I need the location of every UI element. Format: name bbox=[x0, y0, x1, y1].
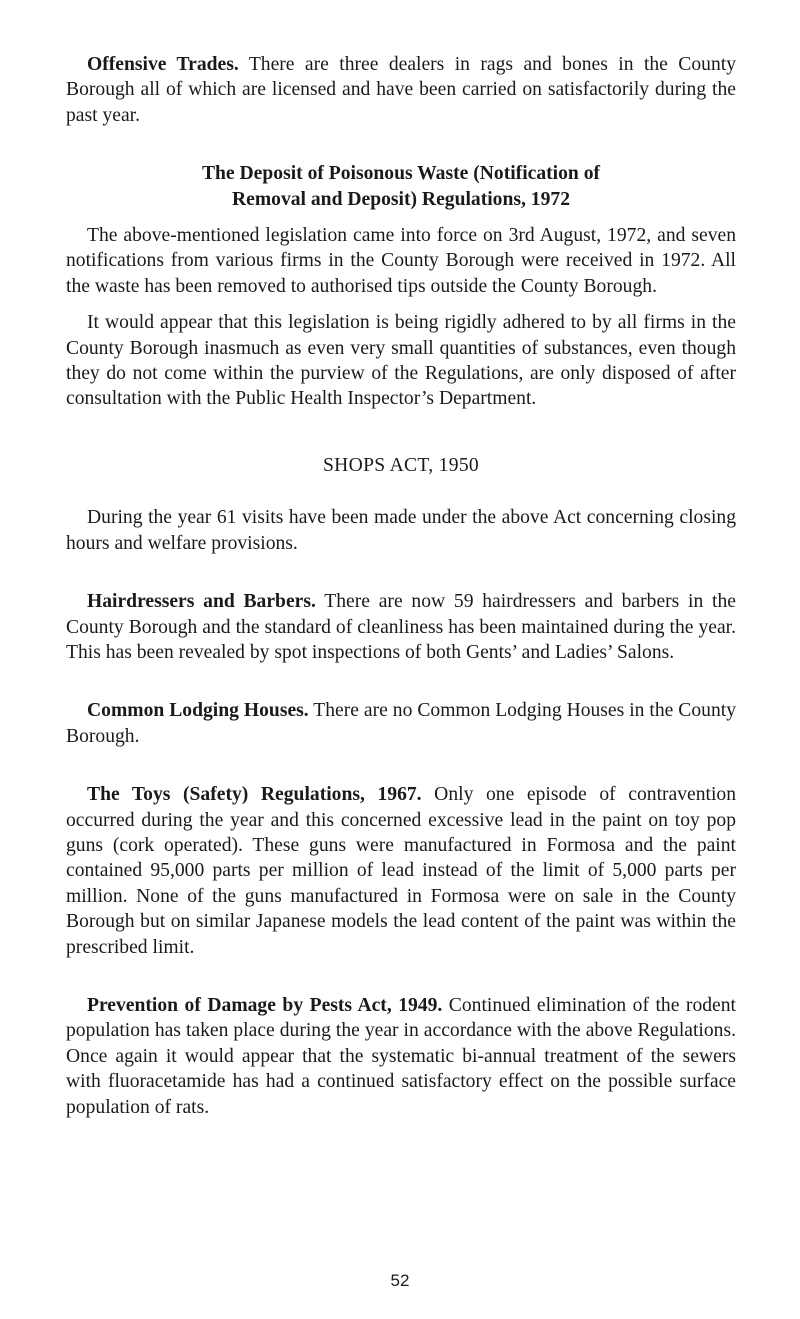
run-in-heading-hairdressers: Hairdressers and Barbers. bbox=[87, 591, 316, 613]
paragraph-poisonous-waste-2: It would appear that this legislation is being rigidly adhered to by all firms in the County Borough inasmuch as even very small quantities of substances, even though they do not come within the purview of the Regulations, are only disposed of after consultation with the Public Health Inspector’s Department. bbox=[66, 312, 736, 410]
paragraph-pests bbox=[66, 993, 736, 1120]
paragraph-lodging-houses bbox=[66, 698, 736, 749]
section-title-line: Removal and Deposit) Regulations, 1972 bbox=[231, 188, 570, 210]
paragraph-text: Continued elimination of the rodent population has taken place during the year in accordance with the above Regulations. Once again it would appear that the systematic bi-annual treatment of the sewers with fluoracetamide has had a continued satisfactory effect on the possible surface population of rats. bbox=[66, 994, 736, 1118]
section-poisonous-waste bbox=[66, 161, 736, 412]
paragraph-toys bbox=[66, 782, 736, 960]
paragraph-text: There are three dealers in rags and bones in the County Borough all of which are licensed and have been carried on satisfactorily during the past year. bbox=[66, 54, 736, 126]
section-title-line: The Deposit of Poisonous Waste (Notification of bbox=[201, 163, 601, 185]
run-in-heading-offensive-trades: Offensive Trades. bbox=[87, 54, 239, 75]
paragraph-text: There are now 59 hairdressers and barbers in the County Borough and the standard of cleanliness has been maintained during the year. This has been revealed by spot inspections of both Gents’ and Ladies’ Salons. bbox=[66, 591, 736, 663]
paragraph-text: Only one episode of contravention occurred during the year and this concerned excessive lead in the paint on toy pop guns (cork operated). These guns were manufactured in Formosa and the paint contained 95,000 parts per million of lead instead of the limit of 5,000 parts per million. None of the guns manufactured in Formosa were on sale in the County Borough but on similar Japanese models the lead content of the paint was within the prescribed limit. bbox=[66, 784, 737, 958]
run-in-heading-pests: Prevention of Damage by Pests Act, 1949. bbox=[87, 994, 443, 1016]
section-shops-act bbox=[66, 453, 736, 556]
paragraph-text: There are no Common Lodging Houses in the County Borough. bbox=[66, 700, 736, 747]
run-in-heading-toys: The Toys (Safety) Regulations, 1967. bbox=[87, 784, 422, 806]
document-page bbox=[66, 52, 736, 1120]
paragraph-shops-act: During the year 61 visits have been made under the above Act concerning closing hours and welfare provisions. bbox=[66, 507, 736, 554]
paragraph-hairdressers bbox=[66, 589, 736, 665]
paragraph-offensive-trades bbox=[66, 52, 736, 128]
page-number: 52 bbox=[390, 1271, 410, 1290]
section-title: SHOPS ACT, 1950 bbox=[322, 454, 480, 476]
run-in-heading-lodging-houses: Common Lodging Houses. bbox=[87, 700, 309, 722]
paragraph-poisonous-waste-1: The above-mentioned legislation came into force on 3rd August, 1972, and seven notifications from various firms in the County Borough were received in 1972. All the waste has been removed to authorised tips outside the County Borough. bbox=[66, 225, 736, 297]
